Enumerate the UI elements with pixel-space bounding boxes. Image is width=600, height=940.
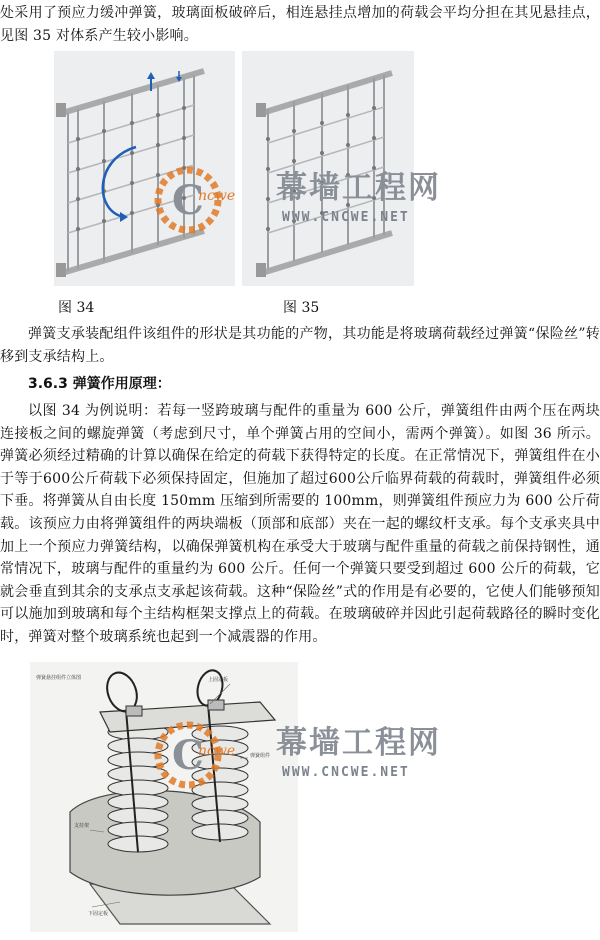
watermark-ncwe-text: ncwe — [198, 743, 236, 759]
function-paragraph: 弹簧支承装配组件该组件的形状是其功能的产物，其功能是将玻璃荷载经过弹簧“保险丝”转移到支承结构上。 — [0, 326, 600, 365]
figure-34-caption: 图 34 — [58, 300, 95, 316]
intro-paragraph: 处采用了预应力缓冲弹簧，玻璃面板破碎后，相连悬挂点增加的荷载会平均分担在其见悬挂点，见图 35 对体系产生较小影响。 — [0, 5, 600, 44]
watermark-logo-letter: C — [172, 177, 204, 224]
figure-36-title: 弹簧悬挂组件立体图 — [36, 675, 82, 681]
section-heading: 3.6.3 弹簧作用原理： — [28, 376, 171, 392]
watermark-url: WWW.CNCWE.NET — [282, 765, 410, 780]
label-top-plate: 上固定板 — [208, 677, 229, 683]
label-spring-assembly: 弹簧组件 — [250, 753, 271, 759]
watermark-site-name: 幕墙工程网 — [276, 170, 441, 206]
watermark-url: WWW.CNCWE.NET — [282, 210, 410, 225]
watermark-site-name: 幕墙工程网 — [276, 725, 441, 761]
watermark-1 — [150, 160, 470, 250]
principle-paragraph: 以图 34 为例说明：若每一竖跨玻璃与配件的重量为 600 公斤，弹簧组件由两个压在两块连接板之间的螺旋弹簧（考虑到尺寸，单个弹簧占用的空间小，需两个弹簧）。如图 36 所示。弹簧必须经过精确的计算以确保在给定的荷载下获得特定的长度。在正常情况下，弹簧组件在小于等于600公斤荷载下必须保持固定，但施加了超过600公斤临界荷载的荷载时，弹簧组件必须下垂。将弹簧从自由长度 150mm 压缩到所需要的 100mm，则弹簧组件预应力为 600 公斤荷载。该预应力由将弹簧组件的两块端板（顶部和底部）夹在一起的螺纹杆支承。每个支承夹具中加上一个预应力弹簧结构，以确保弹簧机构在承受大于玻璃与配件重量的荷载之前保持钢性，通常情况下，玻璃与配件的重量约为 600 公斤。任何一个弹簧只要受到超过 600 公斤的荷载，它就会垂直到其余的支承点支承起该荷载。这种“保险丝”式的作用是有必要的，它使人们能够预知可以施加到玻璃和每个主结构框架支撑点上的荷载。在玻璃破碎并因此引起荷载路径的瞬时变化时，弹簧对整个玻璃系统也起到一个减震器的作用。 — [0, 403, 600, 645]
watermark-2 — [150, 715, 470, 805]
watermark-logo-letter: C — [172, 732, 204, 779]
figure-35-caption: 图 35 — [283, 300, 320, 316]
label-support: 支持架 — [74, 823, 90, 829]
label-bottom-plate: 下固定板 — [88, 911, 109, 917]
watermark-ncwe-text: ncwe — [198, 188, 236, 204]
